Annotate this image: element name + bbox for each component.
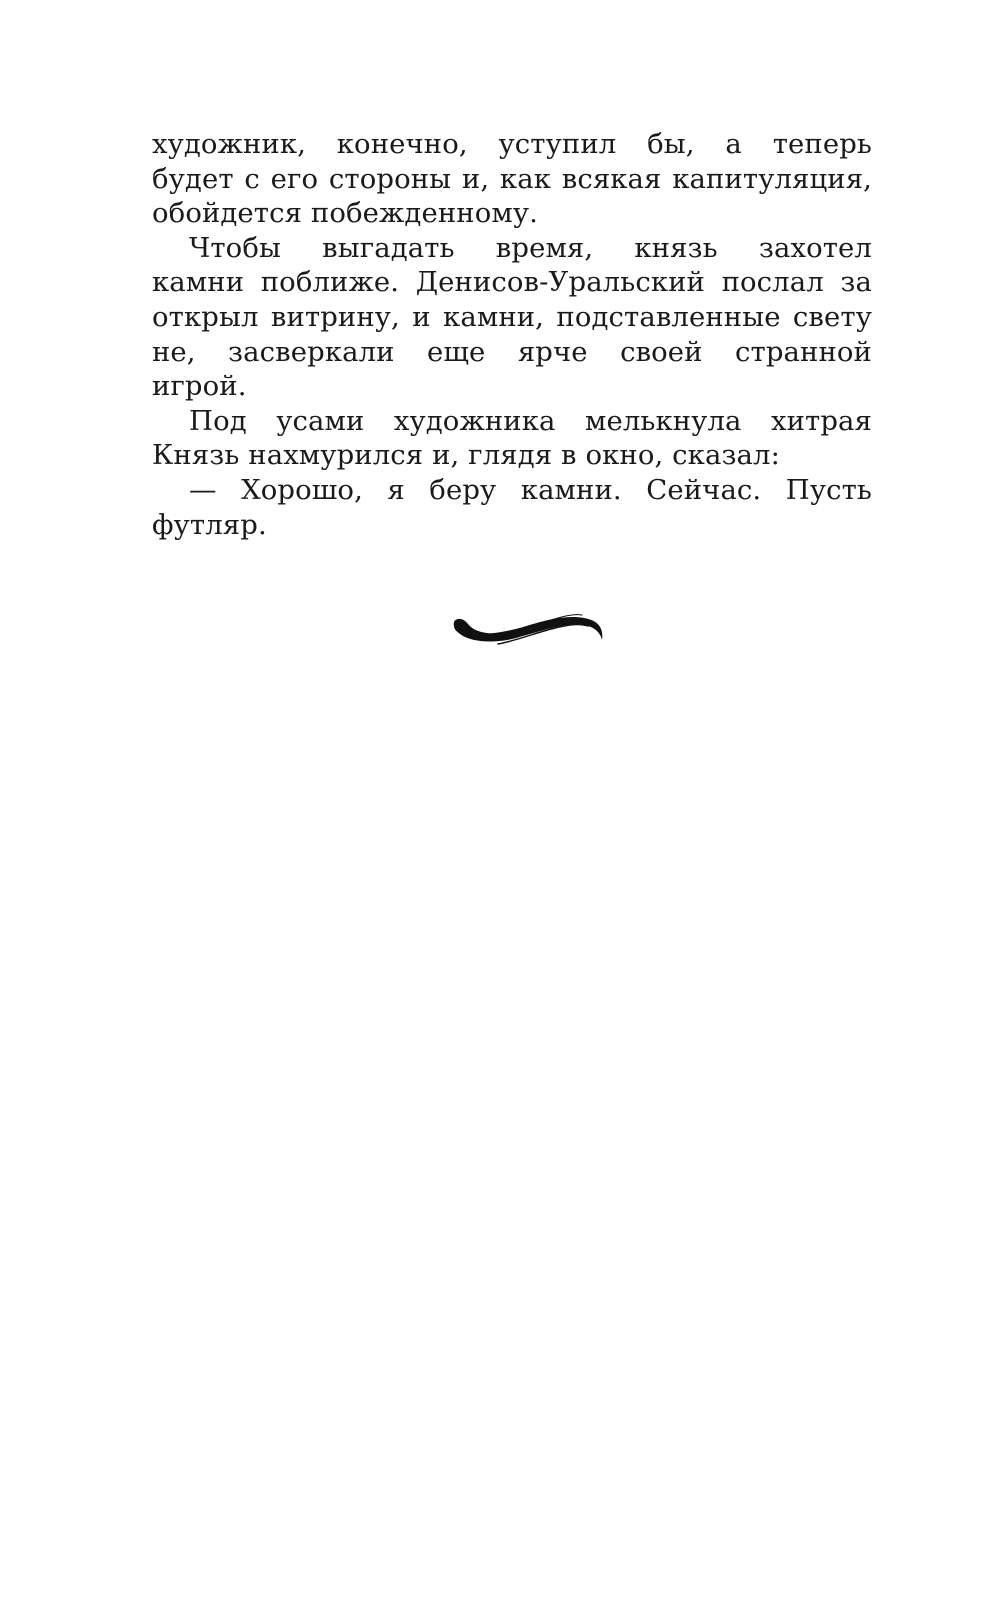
text-line: открыл витрину, и камни, подставленные свету bbox=[152, 300, 872, 333]
text-line: Князь нахмурился и, глядя в окно, сказал: bbox=[152, 439, 780, 472]
text-line: Под усами художника мелькнула хитрая bbox=[189, 404, 872, 437]
text-line: Чтобы выгадать время, князь захотел bbox=[189, 231, 872, 264]
text-line: игрой. bbox=[152, 370, 247, 403]
body-text bbox=[152, 127, 872, 542]
text-line: обойдется побежденному. bbox=[152, 197, 538, 230]
text-line: — Хорошо, я беру камни. Сейчас. Пусть bbox=[189, 473, 872, 506]
text-line: художник, конечно, уступил бы, а теперь bbox=[152, 128, 872, 160]
text-line: футляр. bbox=[152, 508, 267, 541]
text-line: не, засверкали еще ярче своей странной bbox=[152, 335, 872, 368]
swash-flourish-icon bbox=[450, 604, 610, 652]
text-line: будет с его стороны и, как всякая капитуляция, bbox=[152, 162, 872, 195]
text-line: камни поближе. Денисов-Уральский послал за bbox=[152, 266, 872, 299]
